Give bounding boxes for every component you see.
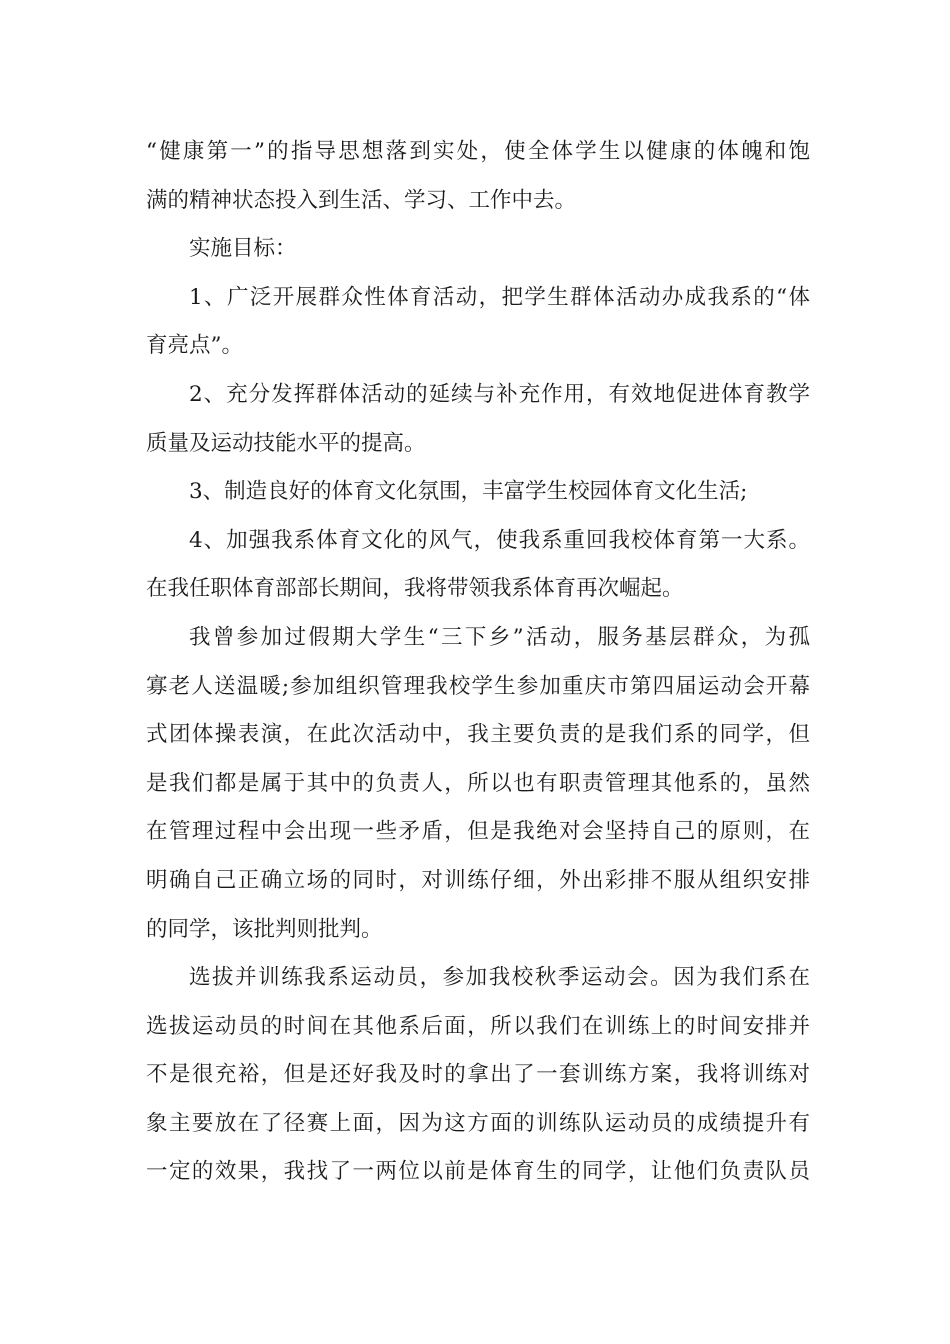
text-line: 不是很充裕，但是还好我及时的拿出了一套训练方案，我将训练对	[146, 1062, 810, 1088]
text-line: 我曾参加过假期大学生“三下乡”活动，服务基层群众，为孤	[189, 624, 810, 650]
text-line: 是我们都是属于其中的负责人，所以也有职责管理其他系的，虽然	[146, 770, 810, 796]
text-line: 在我任职体育部部长期间，我将带领我系体育再次崛起。	[146, 576, 684, 602]
text-line: 在管理过程中会出现一些矛盾，但是我绝对会坚持自己的原则，在	[146, 819, 810, 845]
text-line: 选拔运动员的时间在其他系后面，所以我们在训练上的时间安排并	[146, 1013, 810, 1039]
text-line: 明确自己正确立场的同时，对训练仔细，外出彩排不服从组织安排	[146, 867, 810, 893]
text-line: 育亮点”。	[146, 333, 243, 359]
text-line: 3、制造良好的体育文化氛围，丰富学生校园体育文化生活;	[189, 479, 748, 505]
text-line: 满的精神状态投入到生活、学习、工作中去。	[146, 187, 577, 213]
text-line: 式团体操表演，在此次活动中，我主要负责的是我们系的同学，但	[146, 722, 810, 748]
text-line: 一定的效果，我找了一两位以前是体育生的同学，让他们负责队员	[146, 1159, 810, 1185]
section-heading: 实施目标：	[189, 236, 297, 262]
text-line: 寡老人送温暖;参加组织管理我校学生参加重庆市第四届运动会开幕	[146, 673, 810, 699]
text-line: 选拔并训练我系运动员，参加我校秋季运动会。因为我们系在	[189, 965, 810, 991]
text-line: 质量及运动技能水平的提高。	[146, 430, 426, 456]
text-line: 的同学，该批判则批判。	[146, 916, 383, 942]
body-text	[146, 128, 810, 1197]
text-line: 4、加强我系体育文化的风气，使我系重回我校体育第一大系。	[189, 527, 810, 553]
text-line: 象主要放在了径赛上面，因为这方面的训练队运动员的成绩提升有	[146, 1110, 810, 1136]
text-line: 1、广泛开展群众性体育活动，把学生群体活动办成我系的“体	[189, 284, 810, 310]
text-line: 2、充分发挥群体活动的延续与补充作用，有效地促进体育教学	[189, 381, 810, 407]
text-line: “健康第一”的指导思想落到实处，使全体学生以健康的体魄和饱	[146, 139, 810, 164]
